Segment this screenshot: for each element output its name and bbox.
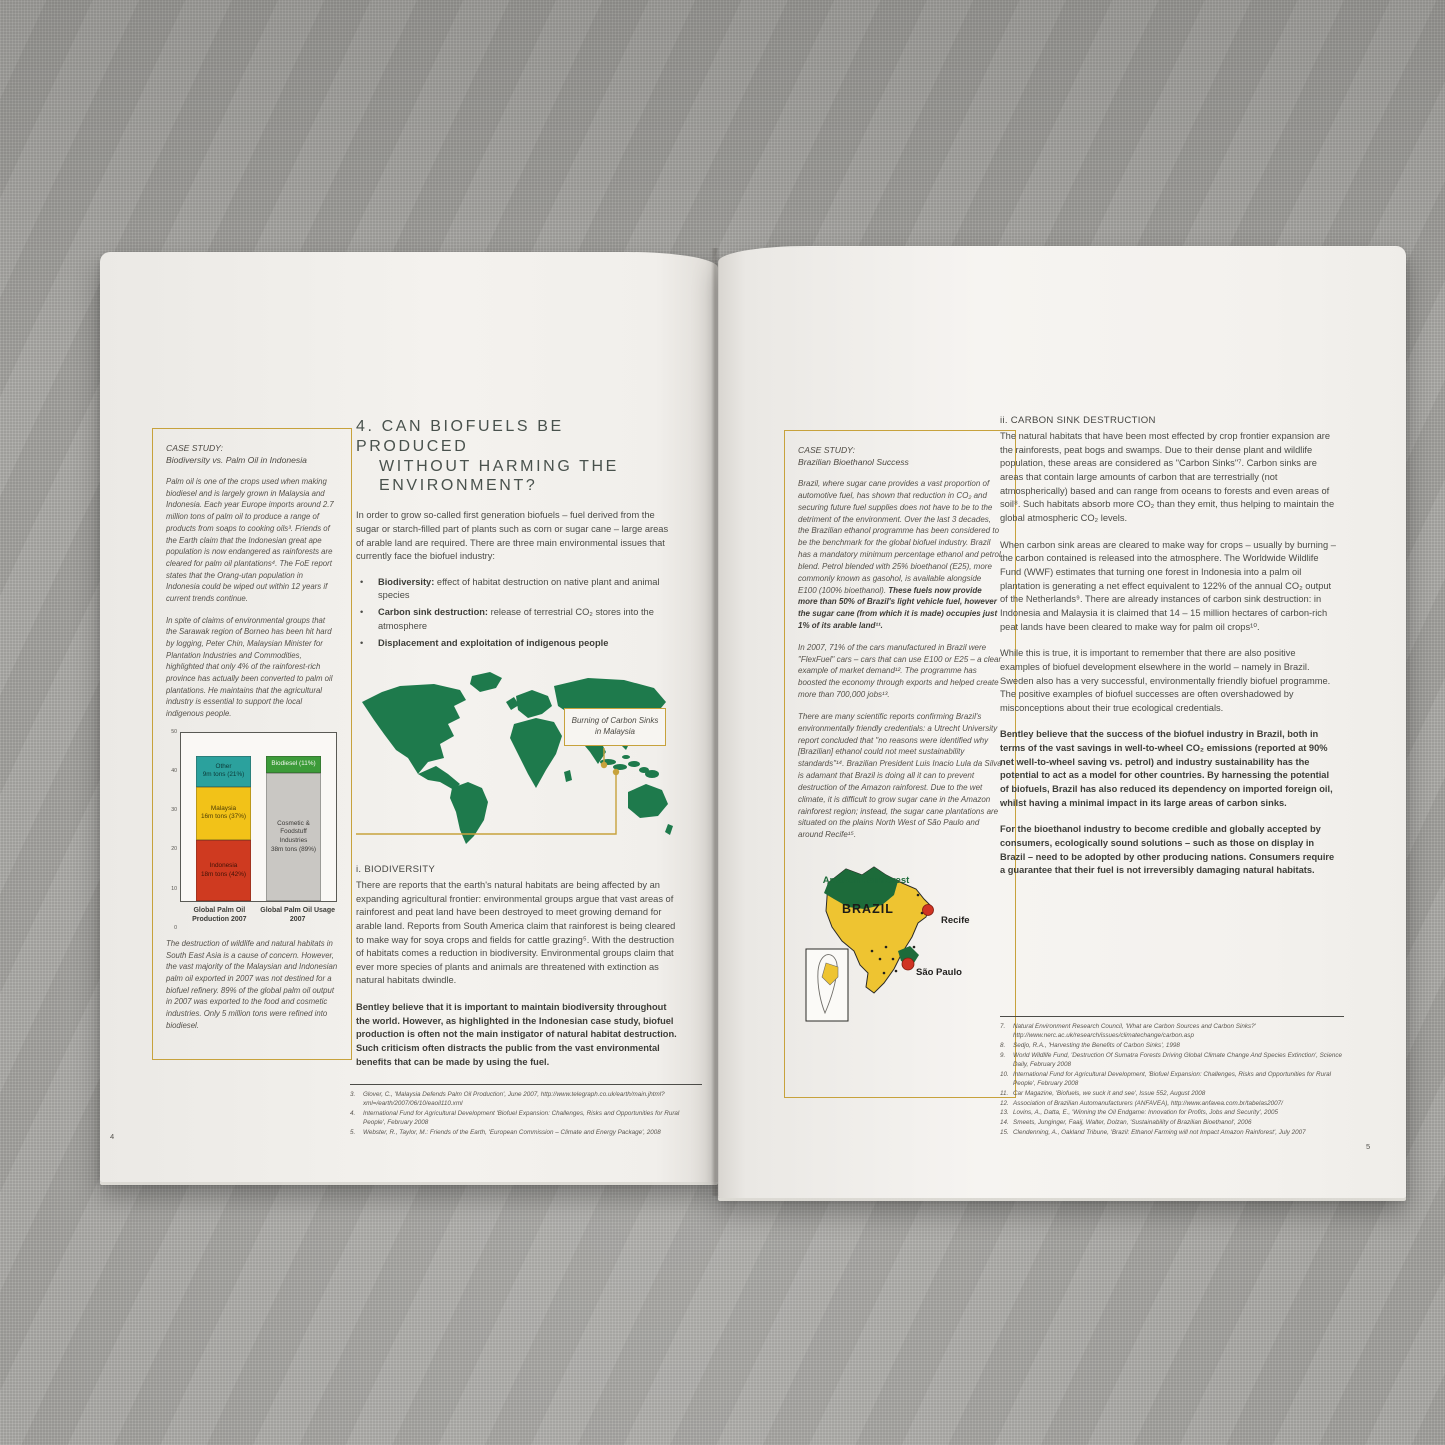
world-map <box>356 662 674 848</box>
footnote: 7. Natural Environment Research Council, 'What are Carbon Sources and Carbon Sinks?' http://www.nerc.ac.uk/research/issues/climatechange/carbon.asp <box>1000 1023 1256 1039</box>
chart-segment: Other 9m tons (21%) <box>196 756 251 786</box>
footnote: 13. Lovins, A., Datta, E., 'Winning the Oil Endgame: Innovation for Profits, Jobs and Security', 2005 <box>1000 1109 1278 1117</box>
bullet-icon: • <box>360 637 364 648</box>
bar-usage <box>266 733 321 901</box>
issues-list <box>356 576 678 650</box>
bar-label-usage: Global Palm Oil Usage 2007 <box>260 906 335 923</box>
left-main-column <box>356 417 678 1069</box>
page-number: 5 <box>1366 1142 1371 1151</box>
chart-x-labels <box>180 906 337 924</box>
section-heading: 4. CAN BIOFUELS BE PRODUCED WITHOUT HARMING THE ENVIRONMENT? <box>356 418 619 495</box>
chart-segment: Indonesia 18m tons (42%) <box>196 840 251 900</box>
right-main-column <box>1000 415 1336 878</box>
footnote: 5. Webster, R., Taylor, M.: Friends of the Earth, 'European Commission – Climate and Energy Package', 2008 <box>350 1128 661 1136</box>
right-page <box>718 246 1406 1198</box>
footnote: 9. World Wildlife Fund, 'Destruction Of Sumatra Forests Driving Global Climate Change And Species Extinction', Science Daily, February 2008 <box>1000 1051 1342 1068</box>
footnote: 14. Smeets, Junginger, Faaij, Walter, Dolzan, 'Sustainability of Brazilian Bioethanol', 2006 <box>1000 1119 1252 1127</box>
case-study-box-palm-oil <box>152 428 352 1060</box>
left-footnotes <box>350 1084 702 1138</box>
footnote: 11. Car Magazine, 'Biofuels, we suck it and see', Issue 552, August 2008 <box>1000 1089 1206 1097</box>
case-study-paragraph: Palm oil is one of the crops used when making biodiesel and is largely grown in Malaysia and Indonesia. Each year Europe imports around 2.7 million tons of palm oil to produce a range of products from soaps to cooking oils³. Friends of the Earth claim that the Indonesian great ape population is now endangered as rainforests are cleared for palm oil plantations⁴. The FoE report states that the Orang-utan population in Indonesia could be wiped out within 12 years if current trends continue. <box>166 477 334 603</box>
biodiversity-paragraph: There are reports that the earth's natural habitats are being affected by an expanding agricultural frontier: environmental groups argue that vast areas of rainforest and peat land have been destroyed to meet growing demand for arable land. Reports from South America claim that rainforest is being cleared to make way for soya crops and fields for cattle grazing⁵. With the destruction of habitats comes a reduction in biodiversity. Environmental groups claim that ever more species of plants and animals are threatened with extinction as natural habitats dwindle. <box>356 879 676 986</box>
y-axis-tick: 20 <box>171 846 177 853</box>
recife-label: Recife <box>941 915 970 927</box>
footnote: 8. Sedjo, R.A., 'Harvesting the Benefits of Carbon Sinks', 1998 <box>1000 1041 1180 1049</box>
body-paragraph: When carbon sink areas are cleared to make way for crops – usually by burning – the carbon contained is released into the atmosphere. The Worldwide Wildlife Fund (WWF) estimates that turning one forest in Indonesia into a palm oil plantation is generating a net effect equivalent to 122% of the annual CO₂ output of the Netherlands⁹. There are already instances of carbon sink destruction: in Indonesia and Malaysia it is claimed that 14 – 15 million hectares of carbon-rich peat lands have been cleared to make way for palm oil crops¹⁰. <box>1000 539 1336 632</box>
chart-y-axis <box>166 729 179 931</box>
footnote: 4. International Fund for Agricultural Development 'Biofuel Expansion: Challenges, Risks and Opportunities for Rural People', February 2008 <box>350 1109 680 1126</box>
bar-production <box>196 733 251 901</box>
brazil-map <box>798 855 1010 1033</box>
case-study-label: CASE STUDY: Brazilian Bioethanol Success <box>798 445 909 468</box>
chart-segment: Malaysia 16m tons (37%) <box>196 787 251 841</box>
y-axis-tick: 50 <box>171 728 177 735</box>
y-axis-tick: 40 <box>171 768 177 774</box>
y-axis-tick: 10 <box>171 885 177 892</box>
biodiversity-heading: i. BIODIVERSITY <box>356 863 436 875</box>
bentley-statement: Bentley believe that the success of the biofuel industry in Brazil, both in terms of the vast savings in well-to-wheel CO₂ emissions (reported at 90% net well-to-wheel saving vs. petrol) and industry sustainability has the potential to act as a model for other countries. By harnessing the potential of biofuels, Brazil has also reduced its dependency on imported foreign oil, whilst having a minimal impact in its large areas of carbon sinks. <box>1000 729 1333 808</box>
footnote: 15. Clendenning, A., Oakland Tribune, 'Brazil: Ethanol Farming will not Impact Amazon Rainforest', July 2007 <box>1000 1129 1306 1137</box>
footnote: 3. Glover, C., 'Malaysia Defends Palm Oil Production', June 2007, http://www.telegraph.co.uk/earth/main.jhtml?xml=/earth/2007/06/10/eaoil110.xml <box>350 1091 665 1107</box>
bullet-icon: • <box>360 607 364 618</box>
right-footnotes <box>1000 1016 1344 1138</box>
chart-plot-area <box>180 732 337 902</box>
bullet-icon: • <box>360 576 364 587</box>
chart-segment: Biodiesel (11%) <box>266 756 321 773</box>
footnote: 10. International Fund for Agricultural Development, 'Biofuel Expansion: Challenges, Risks and Opportunities for Rural People', February 2008 <box>1000 1070 1332 1087</box>
case-study-label: CASE STUDY: Biodiversity vs. Palm Oil in Indonesia <box>166 443 307 466</box>
list-item: • Biodiversity: effect of habitat destruction on native plant and animal species <box>360 576 660 601</box>
palm-oil-bar-chart <box>166 728 338 931</box>
footnote: 12. Association of Brazilian Automanufacturers (ANFAVEA), http://www.anfavea.com.br/tabelas2007/ <box>1000 1099 1283 1107</box>
y-axis-tick: 0 <box>174 924 177 931</box>
booklet-spine <box>711 248 719 1196</box>
body-paragraph: While this is true, it is important to remember that there are also positive examples of biofuel development elsewhere in the world – namely in Brazil. Sweden also has a very successful, environmentally friendly biofuel programme. The positive examples of biofuel successes are often overshadowed by misconceptions about their true ecological credentials. <box>1000 648 1331 713</box>
case-study-paragraph: In spite of claims of environmental groups that the Sarawak region of Borneo has been hit hard by logging, Peter Chin, Malaysian Minister for Plantation Industries and Commodities, highlighted that only 4% of the rainforest-rich province has actually been converted to palm oil plantations. He maintains that the agricultural industry is essential to support the local indigenous people. <box>166 615 333 719</box>
carbon-sink-heading: ii. CARBON SINK DESTRUCTION <box>1000 415 1156 426</box>
bar-label-production: Global Palm Oil Production 2007 <box>192 906 247 923</box>
body-paragraph: The natural habitats that have been most effected by crop frontier expansion are the rainforests, peat bogs and swamps. Due to their dense plant and wildlife population, these areas are considered as "Carbon Sinks"⁷. Carbon sinks are areas that contain large amounts of carbon that are terrestrially (not atmospherically) based and can range from oceans to forests and even areas of soil⁸. Such habitats absorb more CO₂ than they emit, thus helping to maintain the global atmospheric CO₂ levels. <box>1000 431 1335 523</box>
bentley-statement: For the bioethanol industry to become credible and globally accepted by consumers, ecologically sound solutions – such as those on display in Brazil – need to be adopted by other producing nations. Consumers require a guarantee that their fuel is not irreversibly damaging natural habitats. <box>1000 824 1335 876</box>
page-number: 4 <box>110 1132 115 1141</box>
case-study-paragraph: In 2007, 71% of the cars manufactured in Brazil were "FlexFuel" cars – cars that can use E100 or E25 – a clear example of market demand¹². The programme has boosted the economy through exports and helped create more than 700,000 jobs¹³. <box>798 642 1002 700</box>
case-study-paragraph: Brazil, where sugar cane provides a vast proportion of automotive fuel, has shown that reduction in CO₂ and securing future fuel supplies does not have to be to the detriment of the environment. Over the last 3 decades, the Brazilian ethanol programme has been considered to be the benchmark for the global biofuel industry. Brazil has a mandatory minimum percentage ethanol and petrol blend. Petrol blended with 25% bioethanol (E25), more commonly known as gasohol, is available alongside E100 (100% bioethanol). These fuels now provide more than 50% of Brazil's light vehicle fuel, however the sugar cane (from which it is made) occupies just 1% of its arable land¹¹. <box>798 479 1001 630</box>
world-map-graphic <box>356 662 674 848</box>
left-page <box>100 252 718 1182</box>
list-item: • Carbon sink destruction: release of terrestrial CO₂ stores into the atmosphere <box>360 607 654 631</box>
chart-segment: Cosmetic & Foodstuff Industries 38m tons (89%) <box>266 773 321 901</box>
sao-paulo-label: São Paulo <box>916 967 962 979</box>
bentley-statement: Bentley believe that it is important to maintain biodiversity throughout the world. However, as highlighted in the Indonesian case study, biofuel production is often not the main instigator of natural habitat destruction. Such criticism often distracts the public from the vast environmental benefits that can be made by using the fuel. <box>356 1002 677 1067</box>
intro-paragraph: In order to grow so-called first generation biofuels – fuel derived from the sugar or starch-filled part of plants such as corn or sugar cane – large areas of arable land are required. There are three main environmental issues that currently face the biofuel industry: <box>356 510 669 562</box>
map-callout-malaysia: Burning of Carbon Sinks in Malaysia <box>564 708 666 746</box>
amazon-rainforest-label: Amazon Rainforest <box>822 875 910 887</box>
case-study-paragraph: The destruction of wildlife and natural habitats in South East Asia is a cause of concern. However, the vast majority of the Malaysian and Indonesian palm oil exported in 2007 was not destined for a biofuel refinery. 89% of the global palm oil output in 2007 was exported to the food and cosmetic industries. Only 5 million tons were refined into biodiesel. <box>166 938 338 1030</box>
case-study-box-brazil <box>784 430 1016 1098</box>
brazil-label: BRAZIL <box>842 902 894 917</box>
y-axis-tick: 30 <box>171 807 177 814</box>
case-study-paragraph: There are many scientific reports confirming Brazil's environmentally friendly credentials: a Utrecht University report concluded that "no reasons were identified why [Brazilian] ethanol could not meet sustainability standards"¹⁴. Brazilian President Luis Inacio Lula da Silva is adamant that Brazil is doing all it can to prevent destruction of the Amazon rainforest. Due to the wet climate, it is difficult to grow sugar cane in the Amazon rainforest region; instead, the sugar cane plantations are situated on the plains North West of São Paulo and around Recife¹⁵. <box>798 711 1002 840</box>
list-item: • Displacement and exploitation of indigenous people <box>356 637 678 650</box>
